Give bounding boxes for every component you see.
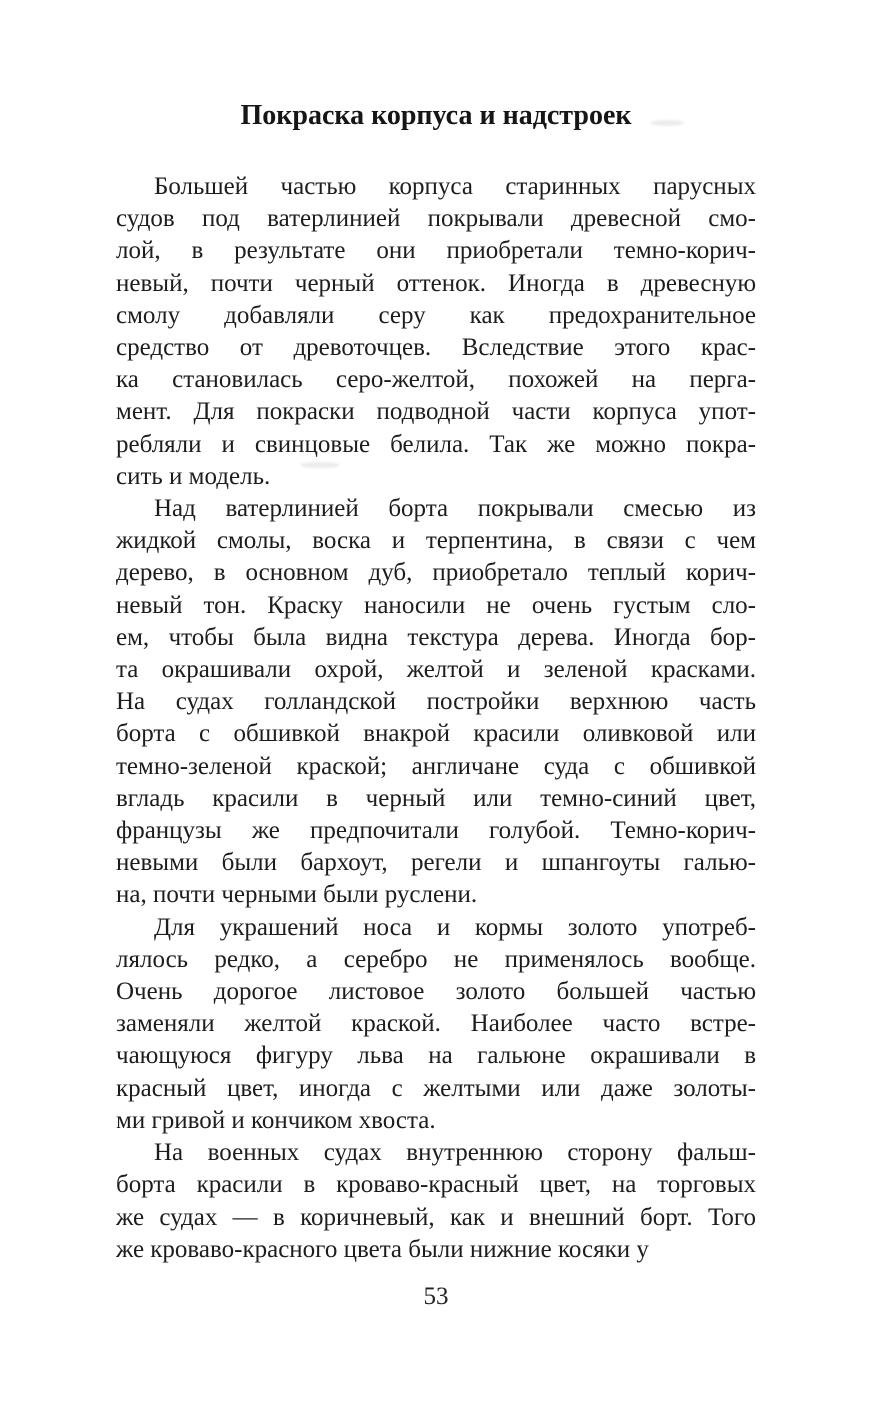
chapter-title: Покраска корпуса и надстроек (240, 100, 632, 131)
body-paragraph (116, 1137, 756, 1266)
text-line: вгладь красили в черный или темно-синий цвет, (116, 784, 756, 812)
page-number: 53 (423, 1283, 449, 1310)
text-line: же кроваво-красного цвета были нижние косяки у (116, 1235, 649, 1263)
text-line: ка становилась серо-желтой, похожей на перга- (116, 366, 756, 394)
text-line: На судах голландской постройки верхнюю часть (116, 688, 756, 716)
text-line: дерево, в основном дуб, приобретало теплый корич- (116, 559, 756, 587)
text-line: та окрашивали охрой, желтой и зеленой красками. (116, 656, 756, 684)
text-line: лялось редко, а серебро не применялось вообще. (116, 945, 756, 973)
text-line: заменяли желтой краской. Наиболее часто встре- (116, 1010, 756, 1038)
text-line: темно-зеленой краской; англичане суда с обшивкой (116, 752, 756, 780)
text-line: на, почти черными были руслени. (116, 881, 478, 909)
text-line: невыми были бархоут, регели и шпангоуты галью- (116, 849, 756, 877)
page-body (116, 171, 756, 1266)
text-line: борта с обшивкой внакрой красили оливковой или (116, 720, 756, 748)
text-line: же судах — в коричневый, как и внешний борт. Того (116, 1203, 756, 1231)
text-line: невый тон. Краску наносили не очень густым сло- (116, 591, 756, 619)
text-line: ем, чтобы была видна текстура дерева. Иногда бор- (116, 623, 756, 651)
text-line: судов под ватерлинией покрывали древесной смо- (116, 205, 756, 233)
body-paragraph (116, 171, 756, 493)
text-line: На военных судах внутреннюю сторону фальш- (154, 1139, 756, 1167)
text-line: чающуюся фигуру льва на гальюне окрашивали в (116, 1042, 756, 1070)
text-line: красный цвет, иногда с желтыми или даже золоты- (116, 1074, 756, 1102)
text-line: невый, почти черный оттенок. Иногда в древесную (116, 269, 756, 297)
text-line: французы же предпочитали голубой. Темно-корич- (116, 817, 756, 845)
body-paragraph (116, 912, 756, 1137)
body-paragraph (116, 493, 756, 912)
scan-artifact (650, 120, 684, 126)
text-line: борта красили в кроваво-красный цвет, на торговых (116, 1171, 756, 1199)
text-line: мент. Для покраски подводной части корпуса упот- (116, 398, 756, 426)
text-line: лой, в результате они приобретали темно-корич- (116, 237, 756, 265)
text-line: Очень дорогое листовое золото большей частью (116, 978, 756, 1006)
text-line: ребляли и свинцовые белила. Так же можно покра- (116, 430, 756, 458)
text-line: смолу добавляли серу как предохранительное (116, 301, 756, 329)
text-line: жидкой смолы, воска и терпентина, в связи с чем (116, 527, 756, 555)
text-line: сить и модель. (116, 462, 271, 490)
text-line: Над ватерлинией борта покрывали смесью из (154, 495, 756, 523)
text-line: Большей частью корпуса старинных парусных (154, 173, 756, 200)
text-line: средство от древоточцев. Вследствие этого крас- (116, 334, 756, 362)
text-line: Для украшений носа и кормы золото употреб- (154, 913, 756, 941)
text-line: ми гривой и кончиком хвоста. (116, 1106, 436, 1134)
